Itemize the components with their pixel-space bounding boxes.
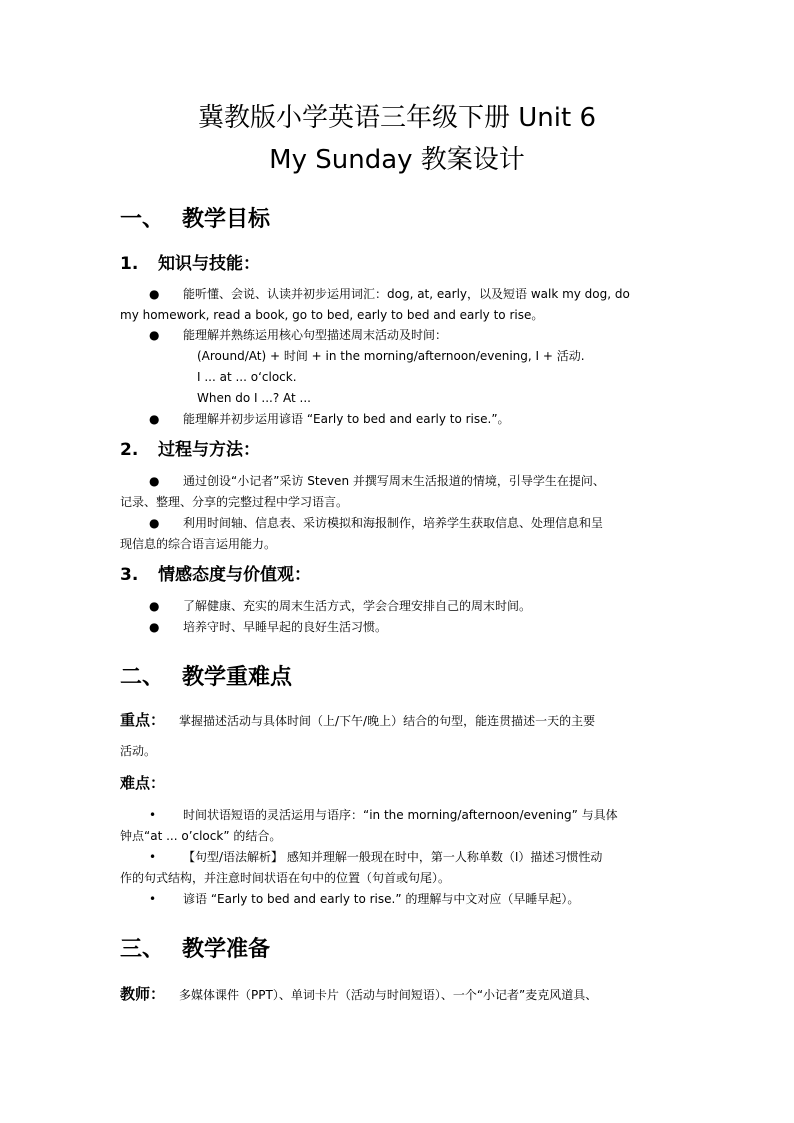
- list-item: [149, 597, 531, 615]
- list-item-text: 能理解并初步运用谚语 “Early to bed and early to rise.”。: [183, 412, 510, 426]
- sentence-pattern: When do I ...? At ...: [197, 391, 311, 405]
- bullet-icon: •: [149, 808, 157, 822]
- bullet-icon: ●: [149, 287, 160, 301]
- bullet-icon: ●: [149, 620, 160, 634]
- bullet-icon: ●: [149, 474, 160, 488]
- teacher-label: 教师：: [120, 985, 166, 1003]
- key-point-text: 掌握描述活动与具体时间（上/下午/晚上）结合的句型，能连贯描述一天的主要: [179, 714, 596, 728]
- list-item: [149, 618, 387, 636]
- list-item-text: 能理解并熟练运用核心句型描述周末活动及时间：: [183, 328, 448, 342]
- list-item: [149, 806, 618, 824]
- list-item-text: 能听懂、会说、认读并初步运用词汇：dog, at, early，以及短语 walk my dog, do: [183, 287, 630, 301]
- list-item-text: 了解健康、充实的周末生活方式，学会合理安排自己的周末时间。: [183, 599, 532, 613]
- teacher-text: 多媒体课件（PPT）、单词卡片（活动与时间短语）、一个“小记者”麦克风道具、: [179, 988, 598, 1002]
- list-item-text: 【句型/语法解析】 感知并理解一般现在时中，第一人称单数（I）描述习惯性动: [183, 850, 603, 864]
- section1-heading: [120, 206, 270, 234]
- sub2-heading: [120, 439, 260, 461]
- section1-number: 一、: [120, 207, 165, 232]
- doc-title-line2: My Sunday 教案设计: [269, 145, 525, 175]
- bullet-icon: ●: [149, 412, 160, 426]
- list-item-continuation: 钟点“at ... o’clock” 的结合。: [120, 829, 282, 843]
- list-item-continuation: my homework, read a book, go to bed, early to bed and early to rise。: [120, 308, 544, 322]
- key-point-continuation: 活动。: [120, 744, 157, 758]
- sentence-pattern: (Around/At) + 时间 + in the morning/afternoon/evening, I + 活动.: [197, 349, 585, 363]
- teacher-line: [120, 985, 597, 1004]
- sub3-heading: [120, 564, 311, 586]
- key-point-label: 重点：: [120, 711, 166, 729]
- sub3-number: 3.: [120, 565, 139, 585]
- list-item-text: 时间状语短语的灵活运用与语序：“in the morning/afternoon/evening” 与具体: [183, 808, 618, 822]
- sub1-number: 1.: [120, 254, 139, 274]
- section1-title: 教学目标: [182, 207, 271, 232]
- sub2-title: 过程与方法：: [158, 440, 260, 460]
- bullet-icon: ●: [149, 328, 160, 342]
- section3-title: 教学准备: [182, 937, 271, 962]
- section2-title: 教学重难点: [182, 665, 293, 690]
- list-item: [149, 848, 602, 866]
- list-item: [149, 285, 630, 303]
- list-item-text: 谚语 “Early to bed and early to rise.” 的理解与中文对应（早睡早起）。: [183, 892, 580, 906]
- list-item-text: 通过创设“小记者”采访 Steven 并撰写周末生活报道的情境，引导学生在提问、: [183, 474, 605, 488]
- difficulty-label: 难点：: [120, 774, 166, 792]
- bullet-icon: ●: [149, 516, 160, 530]
- section2-number: 二、: [120, 665, 165, 690]
- section3-number: 三、: [120, 937, 165, 962]
- list-item: [149, 410, 510, 428]
- doc-title-line1: 冀教版小学英语三年级下册 Unit 6: [198, 103, 596, 133]
- sub2-number: 2.: [120, 440, 139, 460]
- list-item: [149, 472, 605, 490]
- bullet-icon: •: [149, 850, 157, 864]
- section3-heading: [120, 936, 270, 964]
- list-item: [149, 890, 579, 908]
- list-item-continuation: 现信息的综合语言运用能力。: [120, 537, 277, 551]
- list-item: [149, 514, 603, 532]
- sub1-title: 知识与技能：: [158, 254, 260, 274]
- section2-heading: [120, 664, 292, 692]
- bullet-icon: •: [149, 892, 157, 906]
- sub3-title: 情感态度与价值观：: [158, 565, 311, 585]
- list-item-text: 利用时间轴、信息表、采访模拟和海报制作，培养学生获取信息、处理信息和呈: [183, 516, 604, 530]
- list-item: [149, 326, 447, 344]
- list-item-continuation: 记录、整理、分享的完整过程中学习语言。: [120, 495, 349, 509]
- key-point-line: [120, 711, 595, 730]
- sub1-heading: [120, 253, 260, 275]
- bullet-icon: ●: [149, 599, 160, 613]
- sentence-pattern: I ... at ... o‘clock.: [197, 370, 297, 384]
- list-item-text: 培养守时、早睡早起的良好生活习惯。: [183, 620, 388, 634]
- list-item-continuation: 作的句式结构，并注意时间状语在句中的位置（句首或句尾）。: [120, 871, 451, 885]
